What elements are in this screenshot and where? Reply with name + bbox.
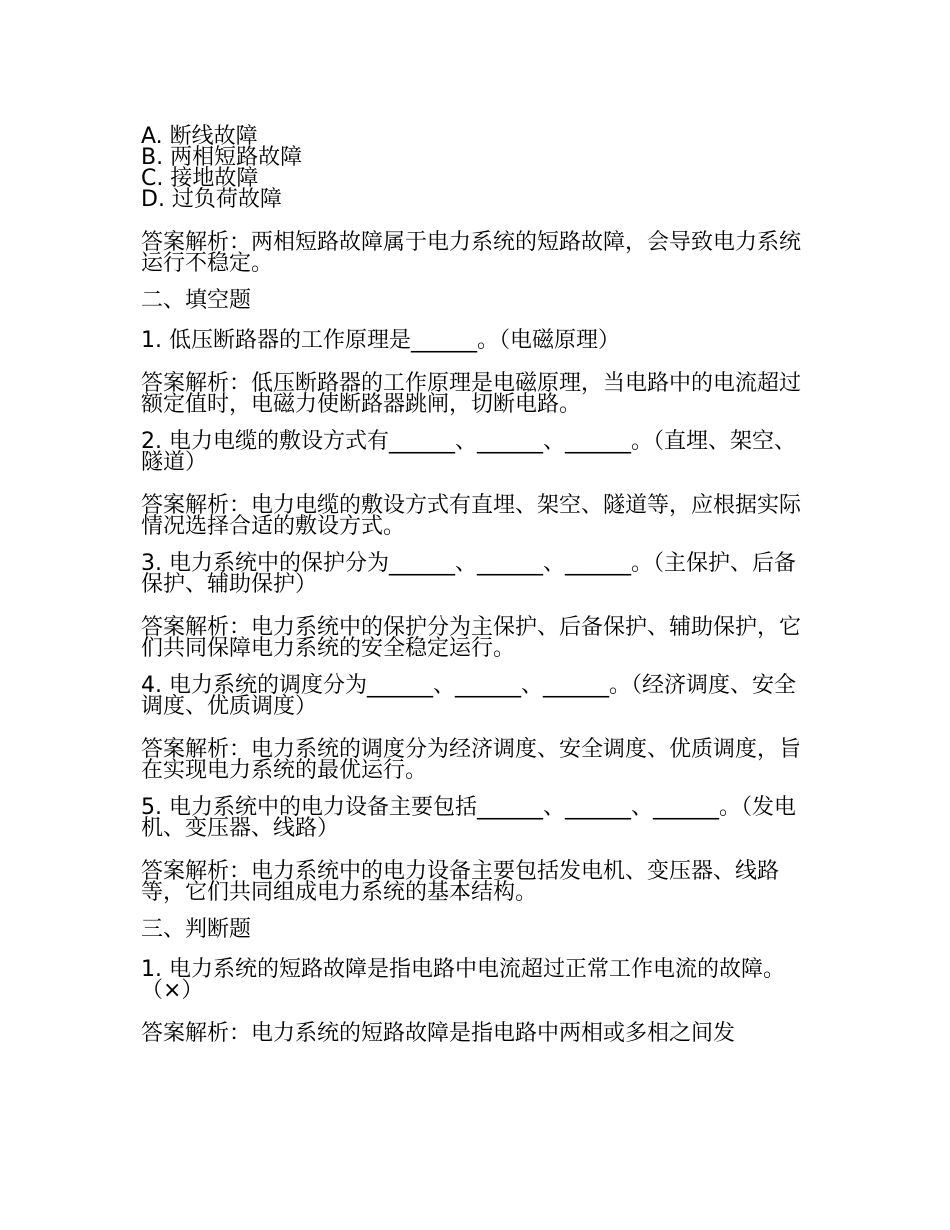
fill-question-4: 4. 电力系统的调度分为______、______、______。（经济调度、安全调度、优质调度） — [141, 673, 796, 719]
section-heading-judgement: 三、判断题 — [141, 917, 252, 942]
fill-question-2: 2. 电力电缆的敷设方式有______、______、______。（直埋、架空、隧道） — [141, 429, 796, 475]
option-a: A. 断线故障 — [141, 124, 258, 149]
judge-question-1: 1. 电力系统的短路故障是指电路中电流超过正常工作电流的故障。（×） — [141, 957, 785, 1003]
fill-question-3: 3. 电力系统中的保护分为______、______、______。（主保护、后备保护、辅助保护） — [141, 551, 796, 597]
fill-analysis-3: 答案解析：电力系统中的保护分为主保护、后备保护、辅助保护，它们共同保障电力系统的安全稳定运行。 — [141, 615, 802, 661]
document-page — [141, 126, 813, 1044]
option-b: B. 两相短路故障 — [141, 145, 303, 170]
section-heading-fill-in: 二、填空题 — [141, 288, 252, 313]
choice-options — [141, 126, 813, 210]
fill-question-5: 5. 电力系统中的电力设备主要包括______、______、______。（发电机、变压器、线路） — [141, 795, 796, 841]
option-c: C. 接地故障 — [141, 166, 259, 191]
fill-analysis-4: 答案解析：电力系统的调度分为经济调度、安全调度、优质调度，旨在实现电力系统的最优运行。 — [141, 737, 802, 783]
fill-question-1: 1. 低压断路器的工作原理是______。（电磁原理） — [141, 328, 620, 353]
fill-analysis-2: 答案解析：电力电缆的敷设方式有直埋、架空、隧道等，应根据实际情况选择合适的敷设方式。 — [141, 493, 802, 539]
choice-answer-analysis: 答案解析：两相短路故障属于电力系统的短路故障，会导致电力系统运行不稳定。 — [141, 230, 802, 276]
fill-analysis-5: 答案解析：电力系统中的电力设备主要包括发电机、变压器、线路等，它们共同组成电力系统的基本结构。 — [141, 859, 780, 905]
option-d: D. 过负荷故障 — [141, 187, 282, 212]
fill-analysis-1: 答案解析：低压断路器的工作原理是电磁原理，当电路中的电流超过额定值时，电磁力使断路器跳闸，切断电路。 — [141, 371, 802, 417]
judge-analysis-1: 答案解析：电力系统的短路故障是指电路中两相或多相之间发 — [141, 1021, 736, 1046]
